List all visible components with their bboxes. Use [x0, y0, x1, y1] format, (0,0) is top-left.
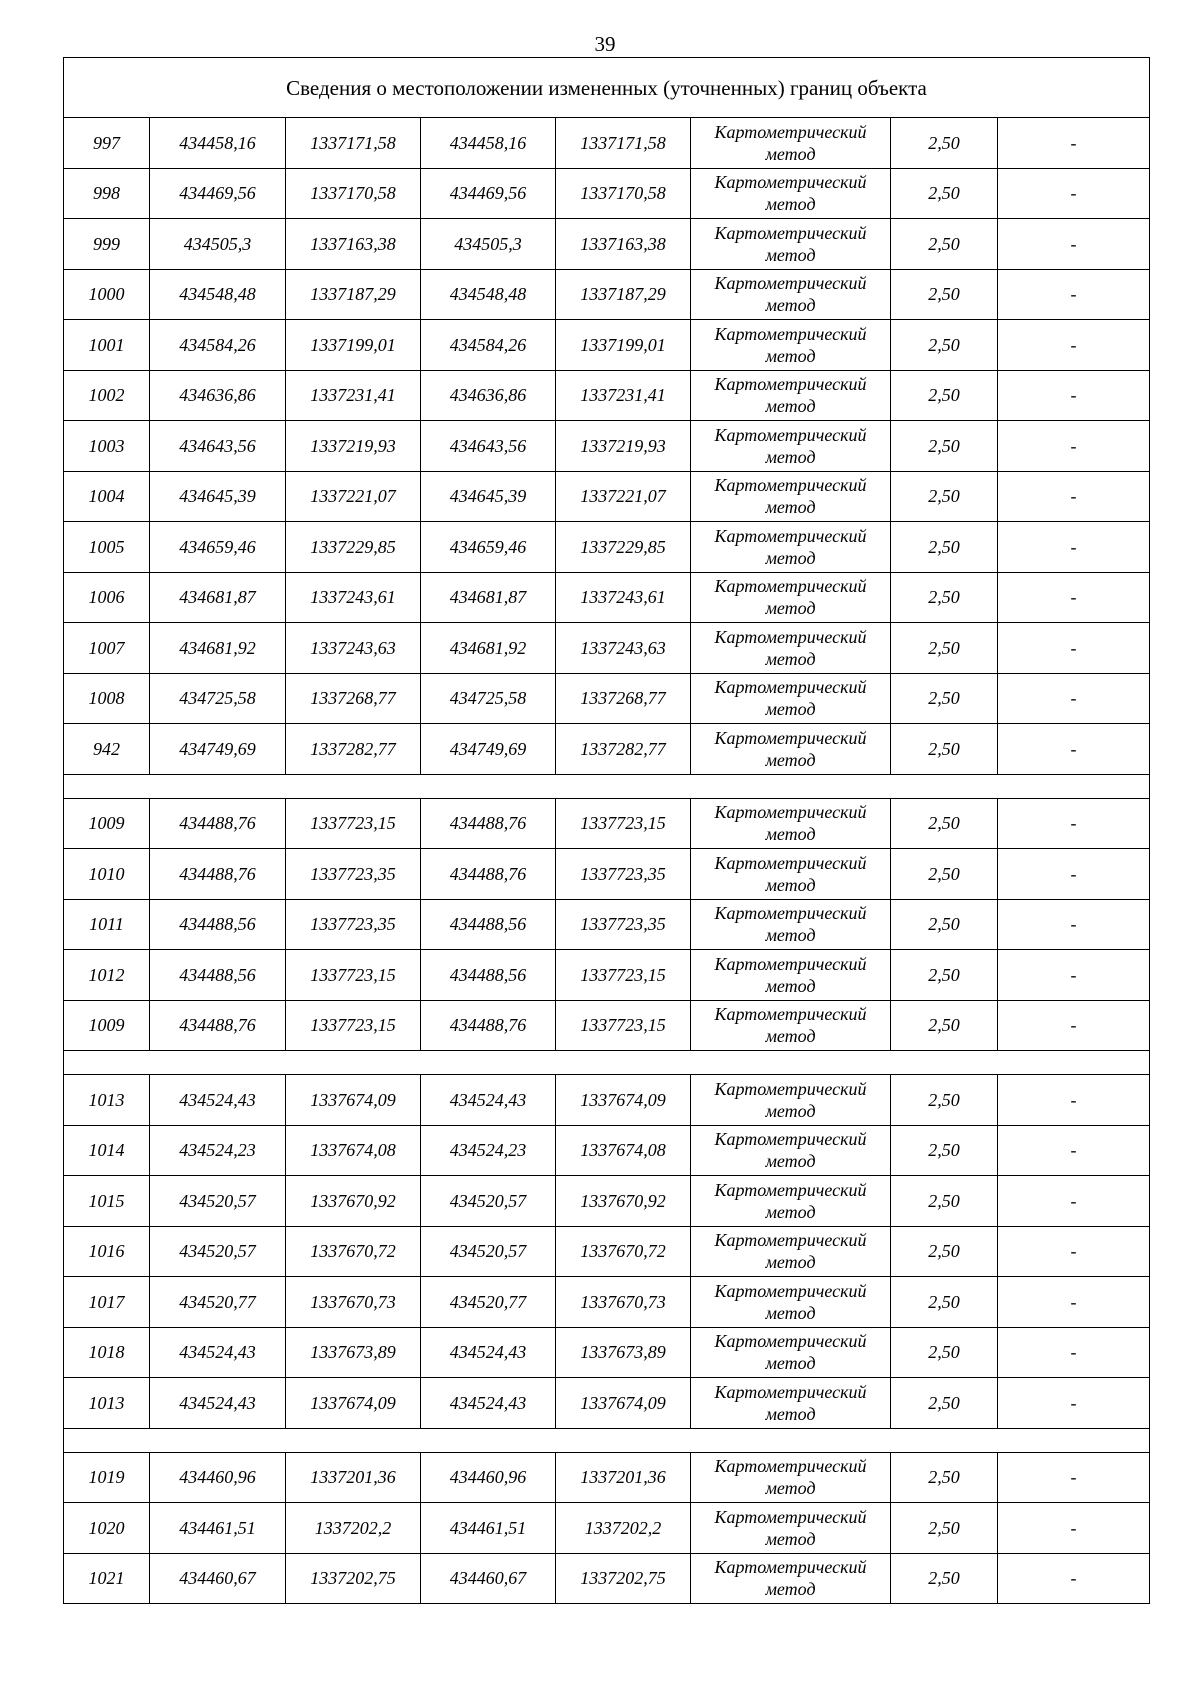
method-cell: Картометрический метод	[691, 1553, 891, 1604]
method-cell: Картометрический метод	[691, 849, 891, 900]
description-cell: -	[998, 950, 1150, 1001]
x-existing-cell: 434458,16	[150, 118, 286, 169]
accuracy-cell: 2,50	[891, 950, 998, 1001]
table-row	[64, 572, 1150, 623]
method-cell: Картометрический метод	[691, 1378, 891, 1429]
y-new-cell: 1337723,15	[556, 1000, 691, 1051]
y-new-cell: 1337723,35	[556, 899, 691, 950]
x-new-cell: 434584,26	[421, 320, 556, 371]
boundary-coordinates-table	[63, 57, 1150, 1604]
method-cell: Картометрический метод	[691, 471, 891, 522]
x-existing-cell: 434488,76	[150, 849, 286, 900]
description-cell: -	[998, 421, 1150, 472]
x-new-cell: 434469,56	[421, 168, 556, 219]
y-new-cell: 1337163,38	[556, 219, 691, 270]
description-cell: -	[998, 1000, 1150, 1051]
description-cell: -	[998, 1503, 1150, 1554]
x-existing-cell: 434643,56	[150, 421, 286, 472]
accuracy-cell: 2,50	[891, 1378, 998, 1429]
accuracy-cell: 2,50	[891, 1176, 998, 1227]
y-new-cell: 1337723,15	[556, 950, 691, 1001]
point-number-cell: 1016	[64, 1226, 150, 1277]
point-number-cell: 1015	[64, 1176, 150, 1227]
x-new-cell: 434520,57	[421, 1226, 556, 1277]
x-new-cell: 434681,87	[421, 572, 556, 623]
y-existing-cell: 1337268,77	[286, 673, 421, 724]
x-new-cell: 434460,67	[421, 1553, 556, 1604]
table-row	[64, 370, 1150, 421]
point-number-cell: 1011	[64, 899, 150, 950]
x-existing-cell: 434488,56	[150, 950, 286, 1001]
point-number-cell: 1017	[64, 1277, 150, 1328]
y-existing-cell: 1337673,89	[286, 1327, 421, 1378]
x-existing-cell: 434461,51	[150, 1503, 286, 1554]
y-existing-cell: 1337202,75	[286, 1553, 421, 1604]
y-new-cell: 1337229,85	[556, 522, 691, 573]
y-existing-cell: 1337670,72	[286, 1226, 421, 1277]
x-existing-cell: 434645,39	[150, 471, 286, 522]
method-cell: Картометрический метод	[691, 1075, 891, 1126]
y-existing-cell: 1337670,92	[286, 1176, 421, 1227]
method-cell: Картометрический метод	[691, 899, 891, 950]
description-cell: -	[998, 899, 1150, 950]
table-row	[64, 1125, 1150, 1176]
y-new-cell: 1337231,41	[556, 370, 691, 421]
x-new-cell: 434524,43	[421, 1075, 556, 1126]
description-cell: -	[998, 1176, 1150, 1227]
point-number-cell: 1019	[64, 1452, 150, 1503]
x-new-cell: 434461,51	[421, 1503, 556, 1554]
description-cell: -	[998, 269, 1150, 320]
point-number-cell: 1000	[64, 269, 150, 320]
description-cell: -	[998, 1327, 1150, 1378]
method-cell: Картометрический метод	[691, 168, 891, 219]
description-cell: -	[998, 471, 1150, 522]
y-existing-cell: 1337202,2	[286, 1503, 421, 1554]
table-body	[64, 58, 1150, 1604]
table-row	[64, 798, 1150, 849]
method-cell: Картометрический метод	[691, 673, 891, 724]
y-existing-cell: 1337171,58	[286, 118, 421, 169]
method-cell: Картометрический метод	[691, 421, 891, 472]
accuracy-cell: 2,50	[891, 1277, 998, 1328]
point-number-cell: 1010	[64, 849, 150, 900]
method-cell: Картометрический метод	[691, 320, 891, 371]
method-cell: Картометрический метод	[691, 118, 891, 169]
description-cell: -	[998, 798, 1150, 849]
accuracy-cell: 2,50	[891, 522, 998, 573]
y-existing-cell: 1337170,58	[286, 168, 421, 219]
x-existing-cell: 434488,56	[150, 899, 286, 950]
table-row	[64, 269, 1150, 320]
y-new-cell: 1337221,07	[556, 471, 691, 522]
accuracy-cell: 2,50	[891, 1553, 998, 1604]
accuracy-cell: 2,50	[891, 168, 998, 219]
x-new-cell: 434524,23	[421, 1125, 556, 1176]
description-cell: -	[998, 1452, 1150, 1503]
x-existing-cell: 434520,77	[150, 1277, 286, 1328]
y-existing-cell: 1337163,38	[286, 219, 421, 270]
accuracy-cell: 2,50	[891, 623, 998, 674]
group-separator-cell	[64, 1051, 1150, 1075]
x-new-cell: 434488,56	[421, 950, 556, 1001]
y-new-cell: 1337674,09	[556, 1378, 691, 1429]
y-new-cell: 1337673,89	[556, 1327, 691, 1378]
y-existing-cell: 1337723,15	[286, 1000, 421, 1051]
y-existing-cell: 1337243,63	[286, 623, 421, 674]
table-row	[64, 1226, 1150, 1277]
point-number-cell: 1005	[64, 522, 150, 573]
accuracy-cell: 2,50	[891, 219, 998, 270]
description-cell: -	[998, 219, 1150, 270]
point-number-cell: 1020	[64, 1503, 150, 1554]
y-new-cell: 1337282,77	[556, 724, 691, 775]
page-number: 39	[594, 32, 616, 56]
table-row	[64, 522, 1150, 573]
description-cell: -	[998, 370, 1150, 421]
table-row	[64, 421, 1150, 472]
x-new-cell: 434524,43	[421, 1378, 556, 1429]
point-number-cell: 942	[64, 724, 150, 775]
group-separator-cell	[64, 774, 1150, 798]
x-new-cell: 434749,69	[421, 724, 556, 775]
table-title-row	[64, 58, 1150, 118]
y-new-cell: 1337187,29	[556, 269, 691, 320]
y-existing-cell: 1337199,01	[286, 320, 421, 371]
x-existing-cell: 434520,57	[150, 1226, 286, 1277]
table-row	[64, 899, 1150, 950]
point-number-cell: 1014	[64, 1125, 150, 1176]
y-existing-cell: 1337674,09	[286, 1075, 421, 1126]
y-existing-cell: 1337670,73	[286, 1277, 421, 1328]
group-separator-cell	[64, 1428, 1150, 1452]
description-cell: -	[998, 849, 1150, 900]
accuracy-cell: 2,50	[891, 1452, 998, 1503]
x-new-cell: 434643,56	[421, 421, 556, 472]
accuracy-cell: 2,50	[891, 370, 998, 421]
description-cell: -	[998, 1553, 1150, 1604]
table-row	[64, 849, 1150, 900]
x-existing-cell: 434520,57	[150, 1176, 286, 1227]
x-existing-cell: 434460,96	[150, 1452, 286, 1503]
y-new-cell: 1337170,58	[556, 168, 691, 219]
point-number-cell: 1003	[64, 421, 150, 472]
description-cell: -	[998, 118, 1150, 169]
x-existing-cell: 434725,58	[150, 673, 286, 724]
table-row	[64, 1503, 1150, 1554]
table-row	[64, 1075, 1150, 1126]
x-existing-cell: 434524,43	[150, 1075, 286, 1126]
method-cell: Картометрический метод	[691, 1125, 891, 1176]
table-row	[64, 1327, 1150, 1378]
accuracy-cell: 2,50	[891, 269, 998, 320]
x-existing-cell: 434659,46	[150, 522, 286, 573]
x-existing-cell: 434460,67	[150, 1553, 286, 1604]
method-cell: Картометрический метод	[691, 219, 891, 270]
x-new-cell: 434460,96	[421, 1452, 556, 1503]
accuracy-cell: 2,50	[891, 1226, 998, 1277]
point-number-cell: 1013	[64, 1075, 150, 1126]
accuracy-cell: 2,50	[891, 1075, 998, 1126]
y-new-cell: 1337670,72	[556, 1226, 691, 1277]
x-new-cell: 434548,48	[421, 269, 556, 320]
y-existing-cell: 1337282,77	[286, 724, 421, 775]
description-cell: -	[998, 572, 1150, 623]
description-cell: -	[998, 320, 1150, 371]
x-new-cell: 434520,77	[421, 1277, 556, 1328]
method-cell: Картометрический метод	[691, 572, 891, 623]
accuracy-cell: 2,50	[891, 1327, 998, 1378]
method-cell: Картометрический метод	[691, 1503, 891, 1554]
point-number-cell: 1009	[64, 798, 150, 849]
table-row	[64, 320, 1150, 371]
y-new-cell: 1337201,36	[556, 1452, 691, 1503]
accuracy-cell: 2,50	[891, 572, 998, 623]
y-existing-cell: 1337723,15	[286, 798, 421, 849]
y-new-cell: 1337219,93	[556, 421, 691, 472]
point-number-cell: 1018	[64, 1327, 150, 1378]
x-existing-cell: 434469,56	[150, 168, 286, 219]
x-new-cell: 434505,3	[421, 219, 556, 270]
method-cell: Картометрический метод	[691, 798, 891, 849]
table-row	[64, 1176, 1150, 1227]
x-new-cell: 434488,56	[421, 899, 556, 950]
x-new-cell: 434681,92	[421, 623, 556, 674]
point-number-cell: 1013	[64, 1378, 150, 1429]
table-row	[64, 1000, 1150, 1051]
point-number-cell: 997	[64, 118, 150, 169]
table-row	[64, 724, 1150, 775]
y-new-cell: 1337171,58	[556, 118, 691, 169]
description-cell: -	[998, 1226, 1150, 1277]
y-existing-cell: 1337221,07	[286, 471, 421, 522]
group-separator-row	[64, 1428, 1150, 1452]
method-cell: Картометрический метод	[691, 950, 891, 1001]
point-number-cell: 999	[64, 219, 150, 270]
point-number-cell: 1007	[64, 623, 150, 674]
x-new-cell: 434488,76	[421, 798, 556, 849]
y-new-cell: 1337243,61	[556, 572, 691, 623]
x-new-cell: 434488,76	[421, 849, 556, 900]
accuracy-cell: 2,50	[891, 1000, 998, 1051]
x-existing-cell: 434681,87	[150, 572, 286, 623]
y-new-cell: 1337674,08	[556, 1125, 691, 1176]
point-number-cell: 1009	[64, 1000, 150, 1051]
y-existing-cell: 1337674,09	[286, 1378, 421, 1429]
x-existing-cell: 434505,3	[150, 219, 286, 270]
table-row	[64, 1452, 1150, 1503]
accuracy-cell: 2,50	[891, 899, 998, 950]
y-new-cell: 1337723,15	[556, 798, 691, 849]
method-cell: Картометрический метод	[691, 1452, 891, 1503]
point-number-cell: 1001	[64, 320, 150, 371]
point-number-cell: 1004	[64, 471, 150, 522]
table-row	[64, 1378, 1150, 1429]
table-row	[64, 623, 1150, 674]
x-existing-cell: 434524,43	[150, 1327, 286, 1378]
method-cell: Картометрический метод	[691, 522, 891, 573]
description-cell: -	[998, 724, 1150, 775]
y-new-cell: 1337670,73	[556, 1277, 691, 1328]
point-number-cell: 1006	[64, 572, 150, 623]
method-cell: Картометрический метод	[691, 1000, 891, 1051]
method-cell: Картометрический метод	[691, 370, 891, 421]
table-row	[64, 1277, 1150, 1328]
description-cell: -	[998, 168, 1150, 219]
y-new-cell: 1337268,77	[556, 673, 691, 724]
accuracy-cell: 2,50	[891, 471, 998, 522]
accuracy-cell: 2,50	[891, 1503, 998, 1554]
point-number-cell: 1012	[64, 950, 150, 1001]
method-cell: Картометрический метод	[691, 1327, 891, 1378]
description-cell: -	[998, 1378, 1150, 1429]
y-existing-cell: 1337219,93	[286, 421, 421, 472]
y-existing-cell: 1337674,08	[286, 1125, 421, 1176]
accuracy-cell: 2,50	[891, 798, 998, 849]
y-existing-cell: 1337229,85	[286, 522, 421, 573]
description-cell: -	[998, 1125, 1150, 1176]
method-cell: Картометрический метод	[691, 1226, 891, 1277]
table-row	[64, 219, 1150, 270]
y-existing-cell: 1337723,15	[286, 950, 421, 1001]
table-row	[64, 471, 1150, 522]
table-row	[64, 1553, 1150, 1604]
x-existing-cell: 434681,92	[150, 623, 286, 674]
x-new-cell: 434488,76	[421, 1000, 556, 1051]
x-existing-cell: 434524,43	[150, 1378, 286, 1429]
y-new-cell: 1337723,35	[556, 849, 691, 900]
description-cell: -	[998, 623, 1150, 674]
accuracy-cell: 2,50	[891, 1125, 998, 1176]
x-existing-cell: 434548,48	[150, 269, 286, 320]
table-row	[64, 118, 1150, 169]
accuracy-cell: 2,50	[891, 118, 998, 169]
description-cell: -	[998, 673, 1150, 724]
y-existing-cell: 1337723,35	[286, 899, 421, 950]
accuracy-cell: 2,50	[891, 320, 998, 371]
group-separator-row	[64, 1051, 1150, 1075]
y-new-cell: 1337243,63	[556, 623, 691, 674]
y-new-cell: 1337202,2	[556, 1503, 691, 1554]
method-cell: Картометрический метод	[691, 623, 891, 674]
table-row	[64, 673, 1150, 724]
x-new-cell: 434524,43	[421, 1327, 556, 1378]
y-new-cell: 1337674,09	[556, 1075, 691, 1126]
table-row	[64, 950, 1150, 1001]
y-new-cell: 1337670,92	[556, 1176, 691, 1227]
x-new-cell: 434645,39	[421, 471, 556, 522]
point-number-cell: 1002	[64, 370, 150, 421]
x-new-cell: 434458,16	[421, 118, 556, 169]
x-existing-cell: 434636,86	[150, 370, 286, 421]
point-number-cell: 1021	[64, 1553, 150, 1604]
point-number-cell: 998	[64, 168, 150, 219]
method-cell: Картометрический метод	[691, 1277, 891, 1328]
x-new-cell: 434520,57	[421, 1176, 556, 1227]
description-cell: -	[998, 522, 1150, 573]
y-existing-cell: 1337231,41	[286, 370, 421, 421]
x-existing-cell: 434488,76	[150, 798, 286, 849]
accuracy-cell: 2,50	[891, 724, 998, 775]
table-title: Сведения о местоположении измененных (уточненных) границ объекта	[64, 58, 1150, 118]
y-new-cell: 1337199,01	[556, 320, 691, 371]
x-new-cell: 434659,46	[421, 522, 556, 573]
description-cell: -	[998, 1277, 1150, 1328]
y-existing-cell: 1337187,29	[286, 269, 421, 320]
group-separator-row	[64, 774, 1150, 798]
accuracy-cell: 2,50	[891, 673, 998, 724]
x-existing-cell: 434488,76	[150, 1000, 286, 1051]
x-existing-cell: 434524,23	[150, 1125, 286, 1176]
accuracy-cell: 2,50	[891, 849, 998, 900]
x-new-cell: 434636,86	[421, 370, 556, 421]
x-new-cell: 434725,58	[421, 673, 556, 724]
x-existing-cell: 434584,26	[150, 320, 286, 371]
point-number-cell: 1008	[64, 673, 150, 724]
method-cell: Картометрический метод	[691, 1176, 891, 1227]
y-new-cell: 1337202,75	[556, 1553, 691, 1604]
method-cell: Картометрический метод	[691, 724, 891, 775]
accuracy-cell: 2,50	[891, 421, 998, 472]
table-row	[64, 168, 1150, 219]
description-cell: -	[998, 1075, 1150, 1126]
x-existing-cell: 434749,69	[150, 724, 286, 775]
y-existing-cell: 1337243,61	[286, 572, 421, 623]
y-existing-cell: 1337723,35	[286, 849, 421, 900]
y-existing-cell: 1337201,36	[286, 1452, 421, 1503]
method-cell: Картометрический метод	[691, 269, 891, 320]
